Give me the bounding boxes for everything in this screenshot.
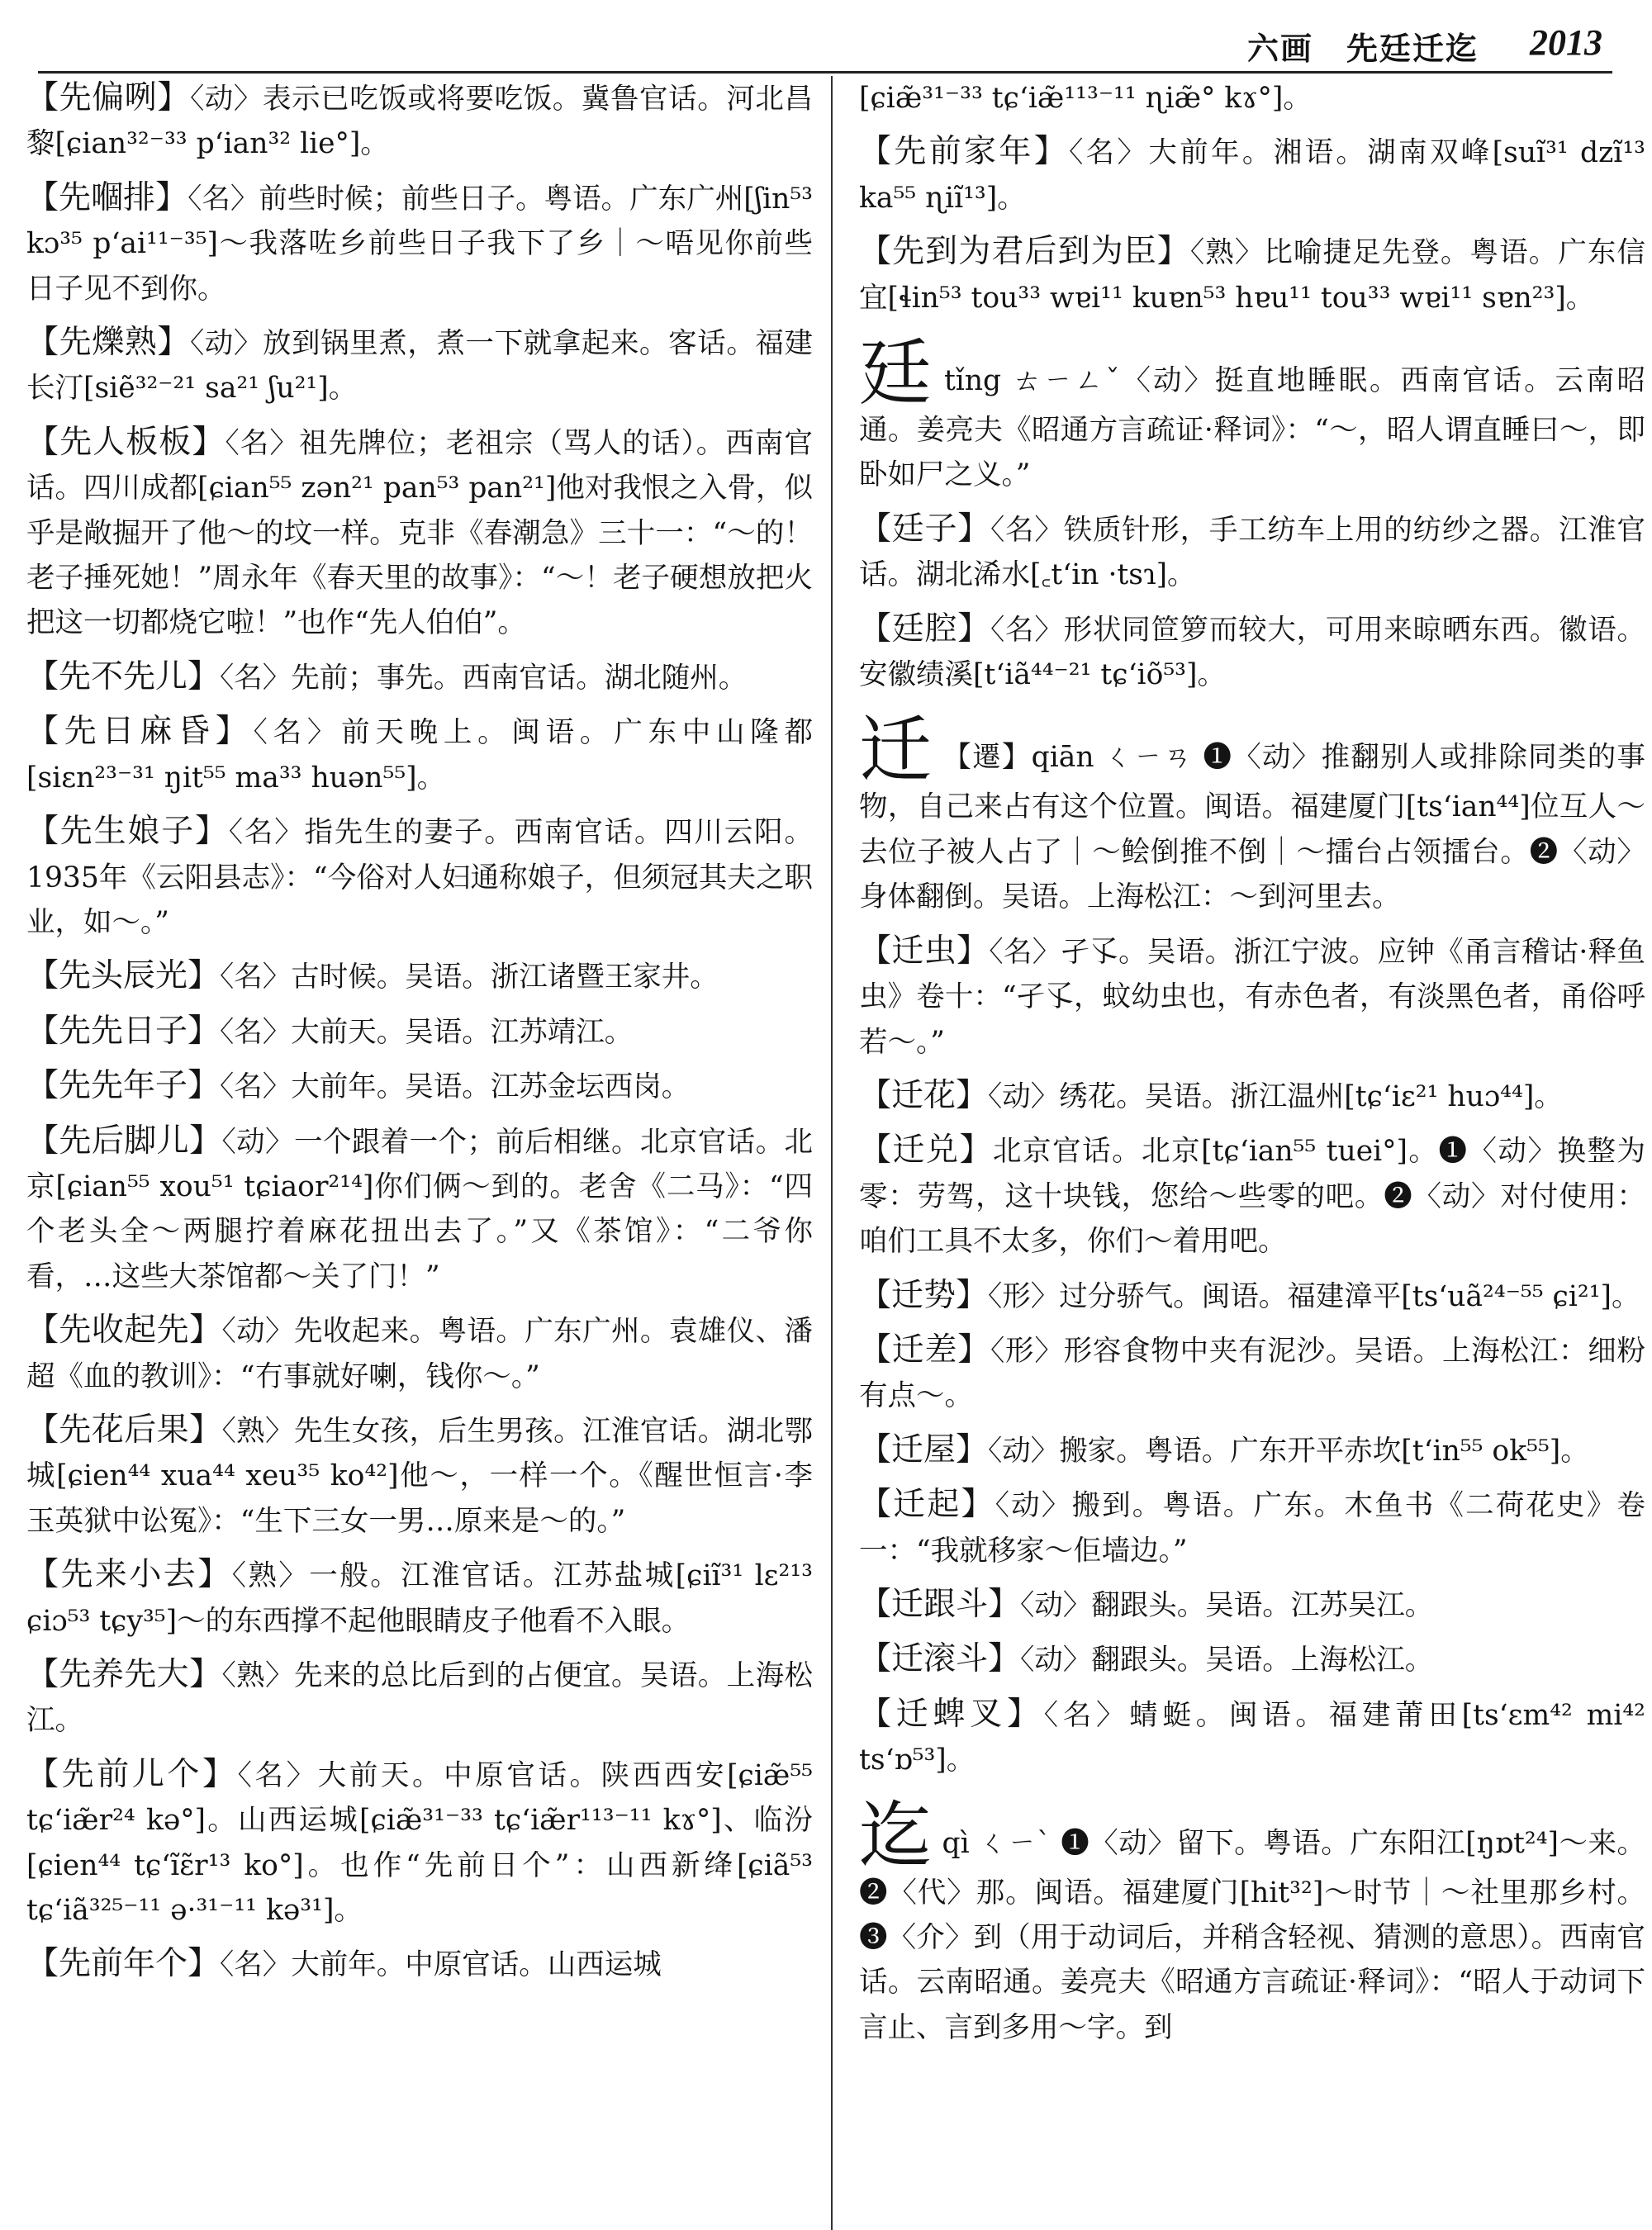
entry-definition: 〈名〉先前；事先。西南官话。湖北随州。 [220, 661, 748, 695]
entry-headword: 【迁滚斗】 [859, 1640, 1021, 1678]
entry-headword: 【迁虫】 [859, 932, 990, 970]
dictionary-entry [26, 1408, 813, 1544]
dictionary-entry [26, 1064, 813, 1109]
entry-continuation [859, 76, 1645, 121]
entry-headword: 【先人板板】 [26, 423, 225, 461]
entry-headword: 【迁屋】 [859, 1431, 989, 1468]
entry-definition: 〈名〉孑孓。吴语。浙江宁波。应钟《甬言稽诂·释鱼虫》卷十：“孑孓，蚊幼虫也，有赤色者，有淡黑色者，甬俗呼若～。” [859, 935, 1645, 1059]
page-header [0, 0, 1652, 66]
entry-headword: 【先爍熟】 [26, 324, 190, 362]
entry-definition: 〈名〉大前年。吴语。江苏金坛西岗。 [220, 1070, 691, 1104]
dictionary-entry [26, 76, 813, 167]
dictionary-entry [859, 1074, 1645, 1119]
entry-definition: 〈熟〉先来的总比后到的占便宜。吴语。上海松江。 [26, 1659, 813, 1738]
entry-definition: 〈名〉形状同笸箩而较大，可用来晾晒东西。徽语。安徽绩溪[tʻiã⁴⁴⁻²¹ tɕʻiõ⁵³]。 [859, 613, 1645, 692]
entry-definition: 〈动〉绣花。吴语。浙江温州[tɕʻiɛ²¹ huɔ⁴⁴]。 [988, 1079, 1563, 1113]
entry-headword: 【先嗰排】 [26, 178, 188, 216]
entry-definition: 〈形〉形容食物中夹有泥沙。吴语。上海松江：细粉有点～。 [859, 1334, 1645, 1413]
running-head: 六画 先廷迁迄 [1247, 31, 1479, 67]
entry-definition: 〈动〉翻跟头。吴语。江苏吴江。 [1020, 1588, 1434, 1622]
left-column [26, 76, 813, 1997]
dictionary-entry [26, 420, 813, 646]
entry-definition: tǐng ㄊㄧㄥˇ〈动〉挺直地睡眠。西南官话。云南昭通。姜亮夫《昭通方言疏证·释词》：“～，昭人谓直睡曰～，即卧如尸之义。” [859, 364, 1645, 492]
entry-headword: 【先偏咧】 [26, 79, 190, 116]
entry-definition: 〈名〉指先生的妻子。西南官话。四川云阳。1935年《云阳县志》：“今俗对人妇通称娘子，但须冠其夫之职业，如～。” [26, 816, 813, 939]
entry-definition: 〈熟〉先生女孩，后生男孩。江淮官话。湖北鄂城[ɕien⁴⁴ xua⁴⁴ xeu³⁵ ko⁴²]他～，一样一个。《醒世恒言·李玉英狱中讼冤》：“生下三女一男…原来是～的。” [26, 1414, 813, 1538]
dictionary-entry [26, 176, 813, 311]
dictionary-entry [859, 1274, 1645, 1319]
dictionary-entry [859, 130, 1645, 221]
entry-definition: 〈动〉一个跟着一个；前后相继。北京官话。北京[ɕian⁵⁵ xou⁵¹ tɕiaor²¹⁴]你们俩～到的。老舍《二马》：“四个老头全～两腿拧着麻花扭出去了。”又《茶馆》：“二爷你看，…这些大茶馆都～关了门！” [26, 1125, 813, 1293]
entry-headword: 【迁蜱叉】 [859, 1695, 1044, 1733]
entry-definition: 〈名〉蜻蜓。闽语。福建莆田[tsʻɛm⁴² mi⁴² tsʻɒ⁵³]。 [859, 1698, 1645, 1777]
entry-definition: 【遷】qiān ㄑㄧㄢ ❶〈动〉推翻别人或排除同类的事物，自己来占有这个位置。闽语。福建厦门[tsʻian⁴⁴]位互人～去位子被人占了｜～鲙倒推不倒｜～擂台占领擂台。❷〈动〉身体翻倒。吴语。上海松江：～到河里去。 [859, 741, 1645, 914]
dictionary-entry [26, 320, 813, 411]
entry-headword: 【廷腔】 [859, 610, 991, 648]
entry-definition: 〈动〉表示已吃饭或将要吃饭。冀鲁官话。河北昌黎[ɕian³²⁻³³ pʻian³² lie°]。 [26, 83, 813, 161]
entry-definition: 〈熟〉比喻捷足先登。粤语。广东信宜[ɬin⁵³ tou³³ wɐi¹¹ kuɐn⁵³ hɐu¹¹ tou³³ wɐi¹¹ sɐn²³]。 [859, 236, 1645, 315]
dictionary-entry [26, 655, 813, 700]
entry-headword: 【先到为君后到为臣】 [859, 233, 1190, 271]
entry-character: 廷 [859, 330, 934, 416]
entry-headword: 【先生娘子】 [26, 813, 229, 851]
dictionary-entry [859, 1637, 1645, 1682]
entry-definition: 北京官话。北京[tɕʻian⁵⁵ tuei°]。❶〈动〉换整为零：劳驾，这十块钱，您给～些零的吧。❷〈动〉对付使用：咱们工具不太多，你们～着用吧。 [859, 1135, 1645, 1259]
dictionary-entry [26, 1009, 813, 1055]
entry-definition: 〈动〉先收起来。粤语。广东广州。袁雄仪、潘超《血的教训》：“冇事就好喇，钱你～。” [26, 1315, 813, 1393]
character-entry [859, 330, 1645, 498]
entry-definition: 〈名〉大前年。中原官话。山西运城 [220, 1948, 662, 1982]
entry-headword: 【先头辰光】 [26, 957, 221, 995]
entry-definition: 〈动〉搬家。粤语。广东开平赤坎[tʻin⁵⁵ ok⁵⁵]。 [988, 1434, 1589, 1468]
entry-headword: 【先花后果】 [26, 1411, 222, 1449]
entry-definition: 〈名〉祖先牌位；老祖宗（骂人的话）。西南官话。四川成都[ɕian⁵⁵ zən²¹ pan⁵³ pan²¹]他对我恨之入骨，似乎是敞掘开了他～的坟一样。克非《春潮急》三十一：“～的！老子捶死她！”周永年《春天里的故事》：“～！老子硬想放把火把这一切都烧它啦！”也作“先人伯伯”。 [26, 426, 813, 640]
entry-definition: 〈动〉翻跟头。吴语。上海松江。 [1020, 1644, 1434, 1677]
entry-definition: 〈名〉铁质针形，手工纺车上用的纺纱之器。江淮官话。湖北浠水[꜀tʻin ·tsɿ]。 [859, 513, 1645, 592]
dictionary-entry [859, 1428, 1645, 1473]
entry-definition: 〈名〉前天晚上。闽语。广东中山隆都[siɛn²³⁻³¹ ŋit⁵⁵ ma³³ huən⁵⁵]。 [26, 716, 813, 795]
entry-headword: 【先先日子】 [26, 1012, 221, 1050]
entry-headword: 【迁跟斗】 [859, 1585, 1021, 1623]
dictionary-entry [26, 709, 813, 800]
dictionary-entry [26, 809, 813, 945]
entry-definition: 〈动〉放到锅里煮，煮一下就拿起来。客话。福建长汀[siẽ³²⁻²¹ sa²¹ ʃu²¹]。 [26, 327, 813, 406]
dictionary-entry [26, 954, 813, 999]
dictionary-entry [26, 1753, 813, 1933]
dictionary-entry [26, 1553, 813, 1644]
entry-headword: 【迁起】 [859, 1486, 995, 1524]
entry-definition: 〈动〉搬到。粤语。广东。木鱼书《二荷花史》卷一：“我就移家～佢墙边。” [859, 1489, 1645, 1568]
entry-definition: qì ㄑㄧˋ ❶〈动〉留下。粤语。广东阳江[ŋɒt²⁴]～来。❷〈代〉那。闽语。福建厦门[hit³²]～时节｜～社里那乡村。❸〈介〉到（用于动词后，并稍含轻视、猜测的意思）。西南官话。云南昭通。姜亮夫《昭通方言疏证·释词》：“昭人于动词下言止、言到多用～字。到 [859, 1826, 1645, 2044]
entry-definition: 〈名〉大前年。湘语。湖南双峰[suĩ³¹ dzĩ¹³ ka⁵⁵ ɳiĩ¹³]。 [859, 136, 1645, 215]
dictionary-entry [26, 1653, 813, 1744]
dictionary-entry [859, 1128, 1645, 1264]
entry-definition: 〈熟〉一般。江淮官话。江苏盐城[ɕiĩ³¹ lɛ²¹³ ɕiɔ⁵³ tɕy³⁵]～的东西撑不起他眼睛皮子他看不入眼。 [26, 1559, 813, 1638]
entry-definition: [ɕiæ̃³¹⁻³³ tɕʻiæ̃¹¹³⁻¹¹ ɳiæ̃° kɤ°]。 [859, 82, 1312, 115]
entry-headword: 【迁差】 [859, 1331, 991, 1369]
character-entry [859, 707, 1645, 919]
entry-headword: 【迁势】 [859, 1276, 989, 1314]
entry-definition: 〈名〉古时候。吴语。浙江诸暨王家井。 [220, 961, 719, 994]
entry-headword: 【先日麻昏】 [26, 713, 254, 751]
entry-character: 迁 [859, 707, 933, 793]
character-entry [859, 1792, 1645, 2051]
entry-definition: 〈名〉前些时候；前些日子。粤语。广东广州[ʃin⁵³ kɔ³⁵ pʻai¹¹⁻³⁵]～我落咗乡前些日子我下了乡｜～唔见你前些日子见不到你。 [26, 182, 813, 306]
dictionary-entry [26, 1942, 813, 1987]
entry-headword: 【先养先大】 [26, 1656, 222, 1693]
entry-definition: 〈名〉大前天。吴语。江苏靖江。 [220, 1015, 634, 1049]
entry-headword: 【先来小去】 [26, 1556, 232, 1594]
entry-headword: 【廷子】 [859, 510, 991, 548]
dictionary-entry [859, 1328, 1645, 1419]
dictionary-entry [859, 607, 1645, 698]
entry-headword: 【先后脚儿】 [26, 1122, 222, 1160]
dictionary-entry [859, 929, 1645, 1065]
entry-headword: 【先前儿个】 [26, 1755, 238, 1793]
entry-headword: 【迁兑】 [859, 1132, 994, 1170]
header-rule [38, 71, 1612, 74]
entry-headword: 【先先年子】 [26, 1067, 221, 1105]
entry-headword: 【先不先儿】 [26, 657, 221, 695]
dictionary-entry [26, 1119, 813, 1300]
dictionary-entry [859, 507, 1645, 598]
entry-headword: 【先前家年】 [859, 133, 1070, 171]
dictionary-entry [859, 1582, 1645, 1628]
dictionary-entry [859, 230, 1645, 320]
entry-definition: 〈形〉过分骄气。闽语。福建漳平[tsʻuã²⁴⁻⁵⁵ ɕi²¹]。 [988, 1279, 1640, 1313]
entry-headword: 【迁花】 [859, 1076, 989, 1114]
column-divider [831, 76, 833, 2230]
entry-headword: 【先收起先】 [26, 1312, 222, 1350]
entry-definition: 〈名〉大前天。中原官话。陕西西安[ɕiæ̃⁵⁵ tɕʻiæ̃r²⁴ kə°]。山西运城[ɕiæ̃³¹⁻³³ tɕʻiæ̃r¹¹³⁻¹¹ kɤ°]、临汾[ɕien⁴⁴ tɕʻĩɛ̃r¹³ ko°]。也作“先前日个”：山西新绛[ɕiã⁵³ tɕʻiã³²⁵⁻¹¹ ə·³¹⁻¹¹ kə³¹]。 [26, 1758, 813, 1928]
dictionary-entry [26, 1308, 813, 1399]
entry-character: 迄 [859, 1792, 933, 1878]
page-number: 2013 [1530, 22, 1602, 63]
right-column [859, 76, 1645, 2059]
dictionary-entry [859, 1692, 1645, 1783]
dictionary-entry [859, 1483, 1645, 1573]
entry-headword: 【先前年个】 [26, 1945, 221, 1983]
